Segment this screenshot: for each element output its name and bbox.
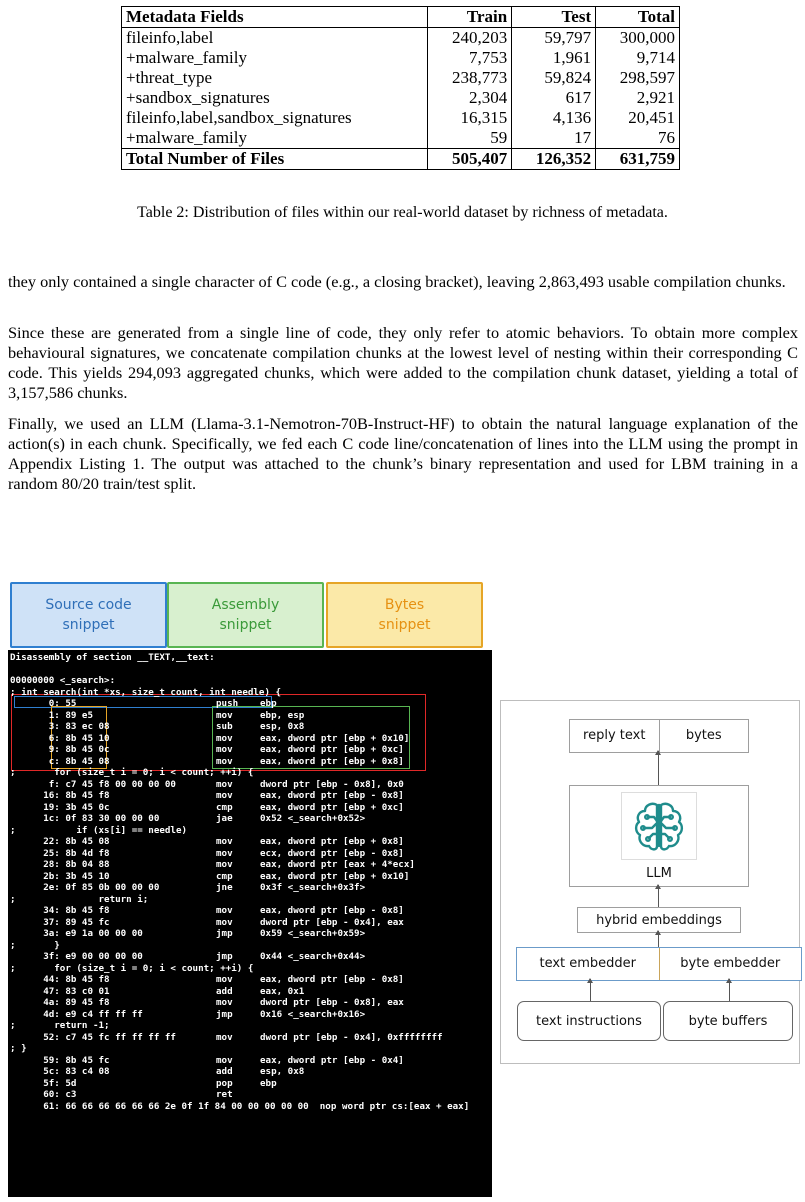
- total-total: 631,759: [596, 149, 680, 170]
- arrow-instructions-to-text-embedder: [590, 979, 591, 1001]
- disasm-mnemonic: mov: [216, 847, 233, 859]
- header-total: Total: [596, 7, 680, 28]
- disasm-line: 00000000 <_search>:: [10, 675, 116, 686]
- disasm-mnemonic: mov: [216, 997, 233, 1008]
- table-caption: Table 2: Distribution of files within our real-world dataset by richness of metadata.: [137, 204, 668, 221]
- disasm-operands: dword ptr [ebp - 0x8], 0x0: [260, 778, 404, 790]
- total-label: Total Number of Files: [122, 149, 428, 170]
- disasm-operands: eax, dword ptr [ebp + 0x10]: [260, 732, 410, 744]
- reply-text-label: reply text: [570, 720, 660, 752]
- disasm-mnemonic: push: [216, 698, 239, 709]
- disasm-operands: 0x44 <_search+0x44>: [260, 951, 366, 962]
- table-total-row: [122, 149, 680, 170]
- header-train: Train: [428, 7, 512, 28]
- disasm-line: 37: 89 45 fc: [10, 916, 110, 928]
- table-cell-value: 7,753: [428, 48, 512, 68]
- disasm-mnemonic: jmp: [216, 1008, 233, 1020]
- disasm-operands: eax, dword ptr [ebp + 0x10]: [260, 870, 410, 882]
- disasm-line: 2b: 3b 45 10: [10, 870, 110, 882]
- disasm-operands: eax, dword ptr [ebp + 0x8]: [260, 836, 404, 847]
- disasm-line: ; int search(int *xs, size_t count, int needle) {: [10, 686, 282, 698]
- disasm-operands: esp, 0x8: [260, 1066, 305, 1077]
- output-box: [569, 719, 749, 753]
- disasm-line: 44: 8b 45 f8: [10, 974, 110, 985]
- disasm-mnemonic: ret: [216, 1089, 233, 1100]
- table-cell-value: 17: [512, 128, 596, 149]
- disasm-line: ; return -1;: [10, 1020, 110, 1031]
- disasm-mnemonic: cmp: [216, 801, 233, 813]
- paragraph-1: they only contained a single character of C code (e.g., a closing bracket), leaving 2,863,493 usable compilation chunks.: [8, 272, 786, 291]
- table-row: [122, 28, 680, 49]
- disasm-line: 3a: e9 1a 00 00 00: [10, 928, 143, 939]
- disasm-line: 6: 8b 45 10: [10, 732, 110, 744]
- table-row: [122, 48, 680, 68]
- table-header-row: [122, 7, 680, 28]
- disasm-operands: 0x3f <_search+0x3f>: [260, 882, 366, 893]
- disasm-mnemonic: mov: [216, 1054, 233, 1066]
- disasm-operands: eax, dword ptr [ebp - 0x4]: [260, 1054, 404, 1066]
- figure: [8, 582, 798, 1197]
- table-cell-field: fileinfo,label: [122, 28, 428, 49]
- disasm-operands: eax, dword ptr [ebp + 0x8]: [260, 755, 404, 767]
- metadata-table: [121, 6, 680, 170]
- disasm-mnemonic: sub: [216, 721, 233, 732]
- table-cell-value: 1,961: [512, 48, 596, 68]
- disasm-line: ; if (xs[i] == needle): [10, 824, 188, 836]
- disasm-operands: dword ptr [ebp - 0x4], 0xffffffff: [260, 1031, 443, 1043]
- disasm-mnemonic: mov: [216, 744, 233, 755]
- disasm-line: 28: 8b 04 88: [10, 859, 110, 870]
- disasm-line: 59: 8b 45 fc: [10, 1054, 110, 1066]
- table-cell-value: 2,304: [428, 88, 512, 108]
- disasm-operands: 0x16 <_search+0x16>: [260, 1008, 366, 1020]
- arrow-llm-to-output: [658, 751, 659, 785]
- table-row: [122, 128, 680, 149]
- disasm-operands: eax, dword ptr [ebp - 0x8]: [260, 905, 404, 916]
- total-test: 126,352: [512, 149, 596, 170]
- lbm-architecture-diagram: [500, 700, 800, 1064]
- table-cell-value: 298,597: [596, 68, 680, 88]
- disasm-operands: eax, dword ptr [ebp + 0xc]: [260, 744, 404, 755]
- text-embedder-label: text embedder: [517, 948, 660, 980]
- table-cell-value: 76: [596, 128, 680, 149]
- disasm-mnemonic: mov: [216, 755, 233, 767]
- disasm-mnemonic: mov: [216, 790, 233, 801]
- disasm-line: f: c7 45 f8 00 00 00 00: [10, 778, 176, 790]
- disasm-mnemonic: mov: [216, 836, 233, 847]
- disasm-operands: ebp, esp: [260, 709, 305, 721]
- disasm-mnemonic: pop: [216, 1077, 233, 1089]
- disasm-line: 4a: 89 45 f8: [10, 997, 110, 1008]
- header-metadata-fields: Metadata Fields: [122, 7, 428, 28]
- disasm-operands: dword ptr [ebp - 0x4], eax: [260, 916, 404, 928]
- disasm-mnemonic: cmp: [216, 870, 233, 882]
- assembly-snippet-label: Assembly snippet: [167, 582, 324, 648]
- table-cell-value: 16,315: [428, 108, 512, 128]
- disasm-mnemonic: mov: [216, 916, 233, 928]
- disasm-line: 2e: 0f 85 0b 00 00 00: [10, 882, 160, 893]
- table-cell-value: 9,714: [596, 48, 680, 68]
- table-row: [122, 108, 680, 128]
- table-cell-field: fileinfo,label,sandbox_signatures: [122, 108, 428, 128]
- disasm-operands: esp, 0x8: [260, 721, 305, 732]
- arrow-hybrid-to-llm: [658, 885, 659, 907]
- llm-label: LLM: [646, 865, 672, 881]
- disasm-mnemonic: add: [216, 985, 233, 997]
- table-cell-value: 59: [428, 128, 512, 149]
- disasm-line: c: 8b 45 08: [10, 755, 110, 767]
- table-cell-field: +malware_family: [122, 128, 428, 149]
- disasm-mnemonic: jmp: [216, 951, 233, 962]
- disasm-operands: ecx, dword ptr [ebp - 0x8]: [260, 847, 404, 859]
- disasm-mnemonic: jne: [216, 882, 233, 893]
- brain-circuit-icon: [630, 797, 688, 855]
- total-train: 505,407: [428, 149, 512, 170]
- arrow-buffers-to-byte-embedder: [729, 979, 730, 1001]
- table-cell-value: 59,797: [512, 28, 596, 49]
- table-cell-value: 59,824: [512, 68, 596, 88]
- table-row: [122, 68, 680, 88]
- disasm-line: 19: 3b 45 0c: [10, 801, 110, 813]
- byte-buffers-box: byte buffers: [663, 1001, 793, 1041]
- table-cell-field: +threat_type: [122, 68, 428, 88]
- disasm-line: 25: 8b 4d f8: [10, 847, 110, 859]
- table-cell-value: 617: [512, 88, 596, 108]
- disasm-operands: ebp: [260, 1077, 277, 1089]
- table-cell-value: 20,451: [596, 108, 680, 128]
- text-instructions-box: text instructions: [517, 1001, 661, 1041]
- disasm-line: 9: 8b 45 0c: [10, 744, 110, 755]
- disasm-operands: eax, dword ptr [ebp - 0x8]: [260, 790, 404, 801]
- table-cell-value: 240,203: [428, 28, 512, 49]
- disasm-line: ; return i;: [10, 893, 149, 905]
- disasm-line: 3: 83 ec 08: [10, 721, 110, 732]
- bytes-snippet-label: Bytes snippet: [326, 582, 483, 648]
- disasm-operands: eax, dword ptr [ebp + 0xc]: [260, 801, 404, 813]
- disasm-operands: eax, dword ptr [eax + 4*ecx]: [260, 859, 415, 870]
- disasm-mnemonic: mov: [216, 905, 233, 916]
- disasm-line: 5c: 83 c4 08: [10, 1066, 110, 1077]
- table-cell-value: 4,136: [512, 108, 596, 128]
- paragraph-2: Since these are generated from a single line of code, they only refer to atomic behaviors. To obtain more complex behavioural signatures, we concatenate compilation chunks at the lowest level of nesting within their corresponding C code. This yields 294,093 aggregated chunks, which were added to the compilation chunk dataset, yielding a total of 3,157,586 chunks.: [8, 323, 798, 402]
- arrow-embedders-to-hybrid: [658, 931, 659, 947]
- disasm-operands: eax, dword ptr [ebp - 0x8]: [260, 974, 404, 985]
- disasm-line: 1: 89 e5: [10, 709, 93, 721]
- source-code-snippet-label: Source code snippet: [10, 582, 167, 648]
- hybrid-embeddings-box: hybrid embeddings: [577, 907, 741, 933]
- disasm-line: 3f: e9 00 00 00 00: [10, 951, 143, 962]
- disasm-mnemonic: add: [216, 1066, 233, 1077]
- disasm-mnemonic: jae: [216, 813, 233, 824]
- disasm-line: 47: 83 c0 01: [10, 985, 110, 997]
- table-row: [122, 88, 680, 108]
- disasm-line: 22: 8b 45 08: [10, 836, 110, 847]
- byte-embedder-label: byte embedder: [680, 956, 781, 971]
- llm-brain-icon: [621, 792, 697, 860]
- disasm-mnemonic: mov: [216, 709, 233, 721]
- bytes-output-label: bytes: [685, 728, 722, 743]
- table-cell-value: 2,921: [596, 88, 680, 108]
- header-test: Test: [512, 7, 596, 28]
- disasm-line: 4d: e9 c4 ff ff ff: [10, 1008, 143, 1020]
- disasm-mnemonic: jmp: [216, 928, 233, 939]
- disasm-line: 1c: 0f 83 30 00 00 00: [10, 813, 160, 824]
- disasm-line: ; }: [10, 1043, 27, 1054]
- llm-box: [569, 785, 749, 887]
- table-cell-field: +malware_family: [122, 48, 428, 68]
- disasm-operands: ebp: [260, 698, 277, 709]
- disasm-line: 34: 8b 45 f8: [10, 905, 110, 916]
- disasm-line: ; }: [10, 939, 60, 951]
- disasm-operands: word ptr cs:[eax + eax]: [342, 1100, 470, 1112]
- embedders-box: [516, 947, 802, 981]
- disasm-mnemonic: mov: [216, 732, 233, 744]
- disasm-operands: 0x52 <_search+0x52>: [260, 813, 366, 824]
- paragraph-3: Finally, we used an LLM (Llama-3.1-Nemotron-70B-Instruct-HF) to obtain the natural language explanation of the action(s) in each chunk. Specifically, we fed each C code line/concatenation of lines into the LLM using the prompt in Appendix Listing 1. The output was attached to the chunk’s binary representation and used for LBM training in a random 80/20 train/test split.: [8, 414, 798, 493]
- disasm-operands: eax, 0x1: [260, 985, 305, 997]
- disasm-operands: dword ptr [ebp - 0x8], eax: [260, 997, 404, 1008]
- disasm-line: ; for (size_t i = 0; i < count; ++i) {: [10, 962, 254, 974]
- disasm-line: 5f: 5d: [10, 1077, 77, 1089]
- disasm-mnemonic: mov: [216, 859, 233, 870]
- disasm-line: 52: c7 45 fc ff ff ff ff: [10, 1031, 176, 1043]
- disasm-operands: 0x59 <_search+0x59>: [260, 928, 366, 939]
- disasm-line: 0: 55: [10, 698, 77, 709]
- table-cell-value: 238,773: [428, 68, 512, 88]
- disassembly-listing: [8, 650, 492, 1197]
- disasm-mnemonic: mov: [216, 1031, 233, 1043]
- table-cell-field: +sandbox_signatures: [122, 88, 428, 108]
- disasm-mnemonic: mov: [216, 778, 233, 790]
- disasm-line: Disassembly of section __TEXT,__text:: [10, 652, 215, 663]
- disasm-line: 60: c3: [10, 1089, 77, 1100]
- disasm-line: 16: 8b 45 f8: [10, 790, 110, 801]
- disasm-line: 61: 66 66 66 66 66 66 2e 0f 1f 84 00 00 00 00 00 nop: [10, 1100, 337, 1112]
- disasm-mnemonic: mov: [216, 974, 233, 985]
- disasm-line: ; for (size_t i = 0; i < count; ++i) {: [10, 767, 254, 778]
- table-cell-value: 300,000: [596, 28, 680, 49]
